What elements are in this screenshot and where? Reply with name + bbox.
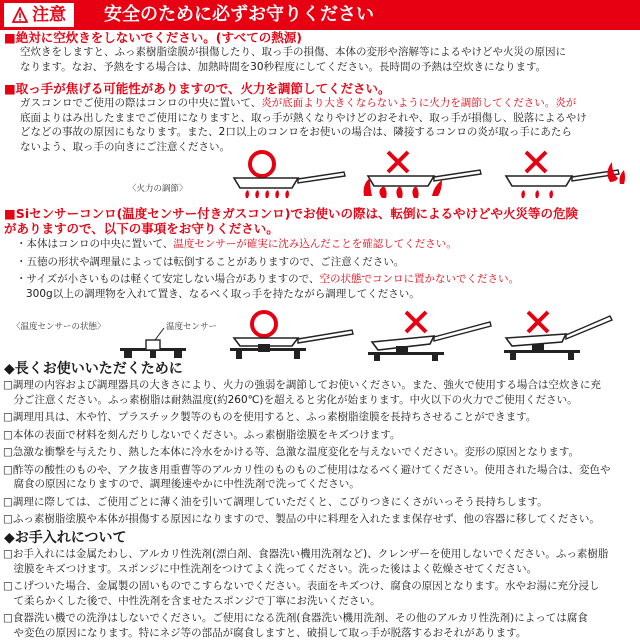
header-bar xyxy=(0,0,640,30)
bullet-line: ・五徳の形状や調理量によっては転倒することがありますので、ご注意ください。 xyxy=(16,255,405,268)
list-item: □調理用具は、木や竹、プラスチック製等のものを使用すると、ふっ素樹脂塗膜を長持ちさせることができます。 xyxy=(3,411,537,423)
pan-sensor-empty-illustration xyxy=(500,308,636,362)
list-item: □本体の表面で材料を刻んだりしないでください。ふっ素樹脂塗膜をキズつけます。 xyxy=(3,428,401,441)
section-sensor-stove-title-1: ■Siセンサーコンロ(温度センサー付きガスコンロ)でお使いの際は、転倒によるやけどや火災等の危険 xyxy=(4,206,579,221)
pan-correct-flame-illustration xyxy=(228,148,348,200)
pan-overflow-flame-illustration xyxy=(362,148,492,200)
pan-sensor-tilted-illustration xyxy=(364,308,500,362)
pan-sensor-correct-illustration xyxy=(226,308,362,362)
text-segment: ・本体はコンロの中央に置いて、 xyxy=(16,238,174,250)
sensor-label: 温度センサー xyxy=(166,322,218,332)
list-item: □酢等の酸性のものや、アク抜き用重曹等のアルカリ性のものものご使用はなるべく避けてください。使用された場合は、変色や xyxy=(3,463,611,476)
section-no-empty-heating-title: ■絶対に空炊きをしないでください。(すべての熱源) xyxy=(4,30,302,45)
bullet-line xyxy=(16,237,636,252)
caution-badge xyxy=(4,3,74,27)
temperature-sensor-diagram xyxy=(118,326,188,360)
list-item: □調理に際しては、ご使用ごとに薄く油を引いて調理していただくと、こびりつきにくさがいっそう長持ちします。 xyxy=(3,495,548,508)
list-item: 腐食の原因になりますので、調理後速やかに中性洗剤で洗ってください。 xyxy=(3,478,360,490)
list-item: 塗膜をキズつけます。スポンジに中性洗剤をつけてよく洗ってください。洗った後はよく乾燥させてください。 xyxy=(3,562,538,575)
text-emphasis: 炎が底面より大きくならないように火力を調節してください。 xyxy=(261,97,556,109)
list-item: □調理の内容および調理器具の大きさにより、火力の強弱を調節してお使いください。また、強火で使用する場合は空炊きに充 xyxy=(3,379,601,391)
list-item: □食器洗い機での洗浄はしないでください。ご使用になる洗剤(食器洗い機用洗剤、その他のアルカリ性洗剤)によっては腐食 xyxy=(3,612,588,624)
page-title: 安全のために必ずお守りください xyxy=(104,4,374,25)
care-title: ◆お手入れについて xyxy=(4,530,127,546)
section-heat-control-text xyxy=(20,96,636,154)
list-item: □急激な衝撃を与えたり、熱した本体に冷水をかける等、急激な温度変化を与えないでください。変形の原因となります。 xyxy=(3,446,580,458)
sensor-caption: 〈温度センサーの状態〉 xyxy=(12,322,106,332)
section-heat-control-title: ■取っ手が焦げる可能性がありますので、火力を調節してください。 xyxy=(4,81,391,96)
caution-label: 注意 xyxy=(32,5,66,25)
list-item: □お手入れには金属たわし、アルカリ性洗剤(漂白剤、食器洗い機用洗剤など)、クレンザーを使用しないでください。ふっ素樹脂 xyxy=(3,548,609,560)
care-list xyxy=(3,547,635,640)
text-emphasis: 温度センサーが確実に沈み込んだことを確認してください。 xyxy=(173,238,457,250)
long-use-title: ◆長くお使いいただくために xyxy=(4,361,183,377)
text-line: 底面よりはみ出したままでご使用になりますと、取っ手が熱くなりやけどのおそれや、取っ手が損傷し、脱落によるやけ xyxy=(20,111,587,124)
pan-adjacent-flame-illustration xyxy=(500,148,636,200)
warning-triangle-icon xyxy=(12,7,28,23)
text-line xyxy=(20,96,636,111)
bullet-line xyxy=(16,272,636,287)
text-line: なります。なお、予熱をする場合は、加熱時間を30秒程度にしてください。長時間の予熱は空炊きになります。 xyxy=(20,60,547,73)
list-item: 分ご注意ください。ふっ素樹脂は耐熱温度(約260℃)を超えると劣化が始まります。中火以下の火力でご使用ください。 xyxy=(3,393,578,406)
text-line: 空炊きをしますと、ふっ素樹脂塗膜が損傷したり、取っ手の損傷、本体の変形や溶解等によるやけどや火災の原因に xyxy=(20,46,566,58)
list-item: □ふっ素樹脂塗膜や本体が損傷する原因になりますので、製品の中に料理を入れたまま保存せず、他の容器に移してください。 xyxy=(3,513,600,525)
heat-control-caption: 〈火力の調節〉 xyxy=(128,184,188,194)
long-use-list xyxy=(3,378,635,527)
text-segment: ガスコンロでご使用の際はコンロの中央に置いて、 xyxy=(20,97,262,109)
section-sensor-stove-title-2: がありますので、以下の事項をお守りください。 xyxy=(4,221,279,236)
list-item: や変色の原因になります。特にネジ等の部品が腐食しますと、破損して取っ手が脱落するおそれがあります。 xyxy=(3,626,527,639)
text-emphasis: 炎が xyxy=(555,97,577,109)
list-item: て柔らかくした後で、中性洗剤を含ませたスポンジで丁寧にお洗いください。 xyxy=(3,594,381,607)
list-item: □こげついた場合、金属製の固いものでこすらないでください。表面をキズつけ、腐食の原因となります。水やお湯に充分浸し xyxy=(3,580,600,592)
bullet-line: 300g以上の調理物を入れて置き、なるべく取っ手を持たながら調理してください。 xyxy=(26,287,420,300)
text-line: どなどの事故の原因にもなります。また、2口以上のコンロをお使いの場合は、隣接するコンロの炎が取っ手にあたら xyxy=(20,126,572,138)
section-sensor-stove-bullets xyxy=(16,237,636,301)
text-segment: ・サイズが小さいものは軽くて安定しない場合がありますので、 xyxy=(16,273,320,285)
section-no-empty-heating-text xyxy=(20,45,636,74)
text-line: ないよう、取っ手の向きにご注意ください。 xyxy=(20,140,230,153)
text-emphasis: 空の状態でコンロに置かないでください。 xyxy=(319,273,519,285)
